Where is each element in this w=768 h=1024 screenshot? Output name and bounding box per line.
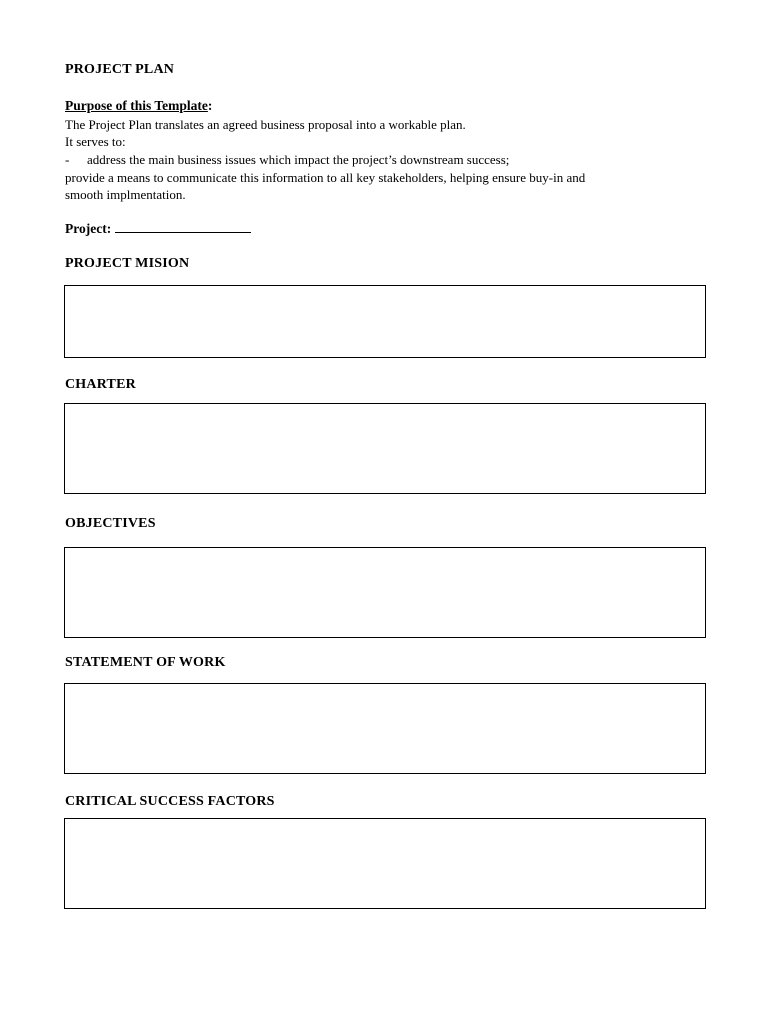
document-title: PROJECT PLAN xyxy=(65,62,175,77)
bullet-text: address the main business issues which impact the project’s downstream success; xyxy=(87,152,510,167)
purpose-bullet xyxy=(65,151,509,168)
bullet-marker: - xyxy=(65,152,70,167)
section-label-critical-success-factors: CRITICAL SUCCESS FACTORS xyxy=(65,794,275,809)
purpose-line-5: smooth implmentation. xyxy=(65,187,186,202)
section-label-objectives: OBJECTIVES xyxy=(65,516,156,531)
project-field xyxy=(65,220,251,237)
purpose-heading-text: Purpose of this Template xyxy=(65,98,208,113)
section-label-charter: CHARTER xyxy=(65,377,136,392)
section-label-project-mission: PROJECT MISION xyxy=(65,256,190,271)
critical-success-factors-box[interactable] xyxy=(64,818,706,909)
statement-of-work-box[interactable] xyxy=(64,683,706,774)
objectives-box[interactable] xyxy=(64,547,706,638)
purpose-line-4: provide a means to communicate this information to all key stakeholders, helping ensure buy-in and xyxy=(65,170,586,185)
purpose-heading xyxy=(65,98,212,114)
project-name-blank[interactable] xyxy=(115,220,251,233)
purpose-heading-colon: : xyxy=(207,98,213,113)
purpose-line-1: The Project Plan translates an agreed business proposal into a workable plan. xyxy=(65,117,466,132)
project-label: Project: xyxy=(65,221,112,236)
project-mission-box[interactable] xyxy=(64,285,706,358)
charter-box[interactable] xyxy=(64,403,706,494)
purpose-line-2: It serves to: xyxy=(65,134,126,149)
section-label-statement-of-work: STATEMENT OF WORK xyxy=(65,655,226,670)
